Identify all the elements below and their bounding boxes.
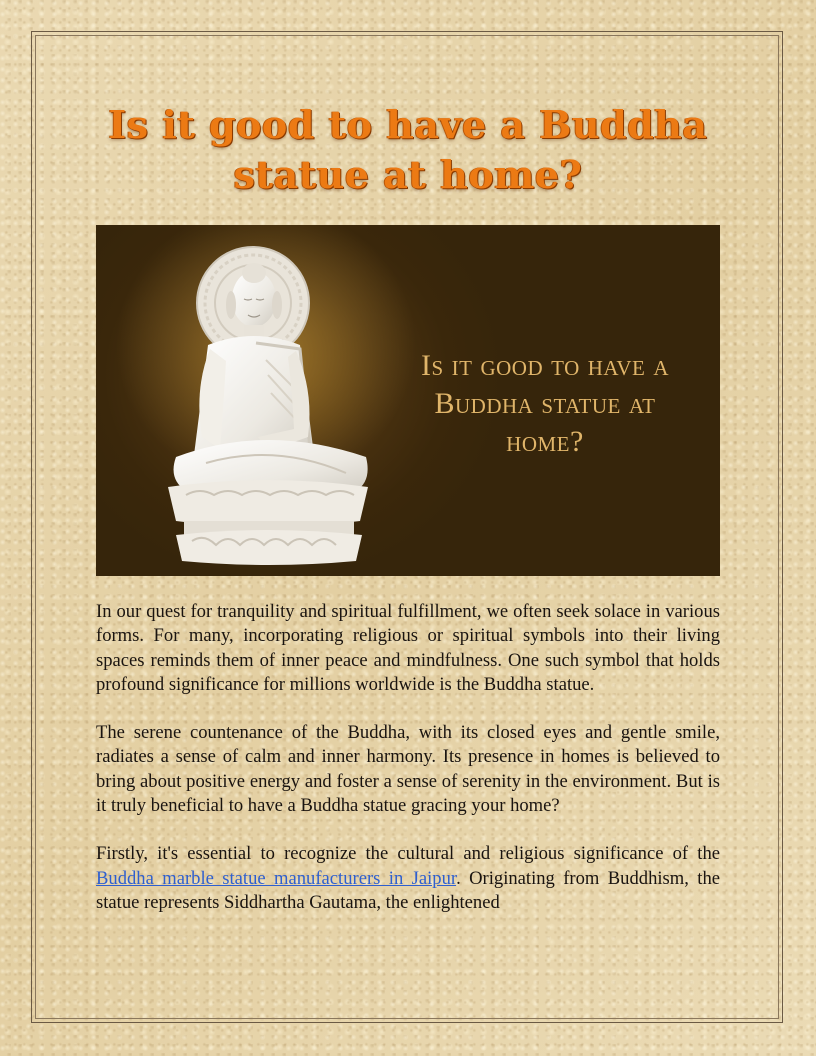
banner-caption: Is it good to have a Buddha statue at home? [420, 349, 670, 458]
paragraph-significance-start: Firstly, it's essential to recognize the cultural and religious significance of the [96, 843, 720, 865]
paragraph-intro: In our quest for tranquility and spiritual fulfillment, we often seek solace in various forms. For many, incorporating religious or spiritual symbols into their living spaces reminds them of inner peace and mindfulness. One such symbol that holds profound significance for millions worldwide is the Buddha statue. [96, 601, 720, 695]
manufacturers-link[interactable]: Buddha marble statue manufacturers in Jaipur [96, 867, 457, 889]
paragraph-serene: The serene countenance of the Buddha, with its closed eyes and gentle smile, radiates a sense of calm and inner harmony. Its presence in homes is believed to bring about positive energy and foster a sense of serenity in the environment. But is it truly beneficial to have a Buddha statue gracing your home? [96, 722, 720, 817]
document-title: Is it good to have a Buddha statue at home? [108, 102, 708, 197]
article-body [96, 600, 720, 939]
banner-image [96, 225, 720, 576]
paragraph-significance-end: . Originating from Buddhism, the statue represents Siddhartha Gautama, the enlightened [96, 867, 720, 913]
paragraph-significance [96, 842, 720, 915]
